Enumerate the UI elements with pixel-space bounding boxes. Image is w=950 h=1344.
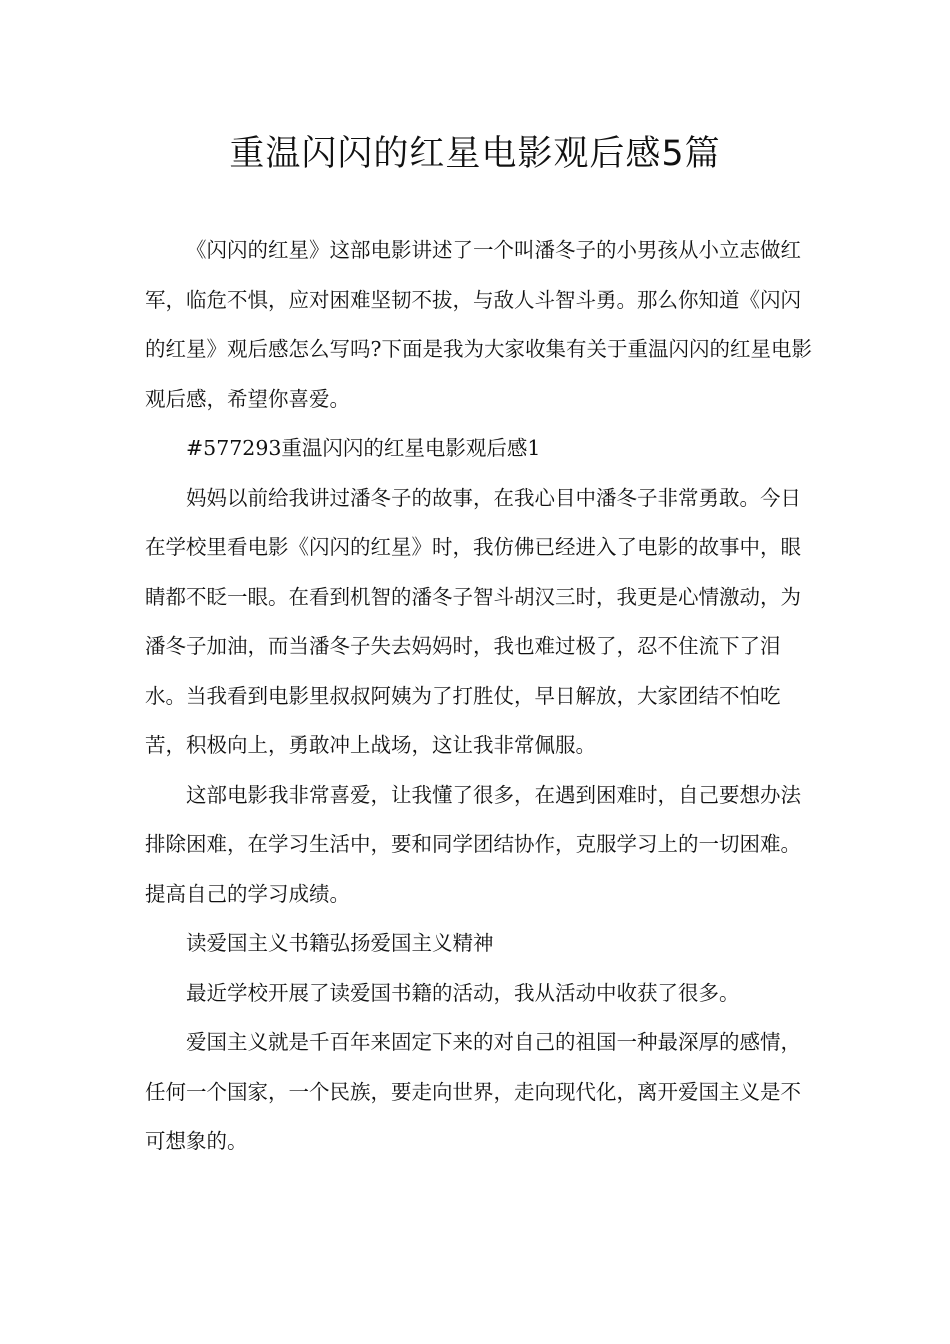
- document-title: 重温闪闪的红星电影观后感5篇: [229, 134, 721, 174]
- document-body: [145, 226, 817, 1167]
- section-heading-1: #577293重温闪闪的红星电影观后感1: [186, 436, 541, 460]
- section-heading-2: 读爱国主义书籍弘扬爱国主义精神: [186, 931, 494, 955]
- body-paragraph: 爱国主义就是千百年来固定下来的对自己的祖国一种最深厚的感情，任何一个国家，一个民族，要走向世界，走向现代化，离开爱国主义是不可想象的。: [145, 1030, 801, 1153]
- intro-paragraph: 《闪闪的红星》这部电影讲述了一个叫潘冬子的小男孩从小立志做红军，临危不惧，应对困难坚韧不拔，与敌人斗智斗勇。那么你知道《闪闪的红星》观后感怎么写吗?下面是我为大家收集有关于重温闪闪的红星电影观后感，希望你喜爱。: [145, 238, 812, 411]
- body-paragraph: 这部电影我非常喜爱，让我懂了很多，在遇到困难时，自己要想办法排除困难，在学习生活中，要和同学团结协作，克服学习上的一切困难。提高自己的学习成绩。: [145, 782, 801, 906]
- body-paragraph: 最近学校开展了读爱国书籍的活动，我从活动中收获了很多。: [186, 980, 740, 1005]
- body-paragraph: 妈妈以前给我讲过潘冬子的故事，在我心目中潘冬子非常勇敢。今日在学校里看电影《闪闪的红星》时，我仿佛已经进入了电影的故事中，眼睛都不眨一眼。在看到机智的潘冬子智斗胡汉三时，我更是心情激动，为潘冬子加油，而当潘冬子失去妈妈时，我也难过极了，忍不住流下了泪水。当我看到电影里叔叔阿姨为了打胜仗，早日解放，大家团结不怕吃苦，积极向上，勇敢冲上战场，这让我非常佩服。: [145, 485, 801, 757]
